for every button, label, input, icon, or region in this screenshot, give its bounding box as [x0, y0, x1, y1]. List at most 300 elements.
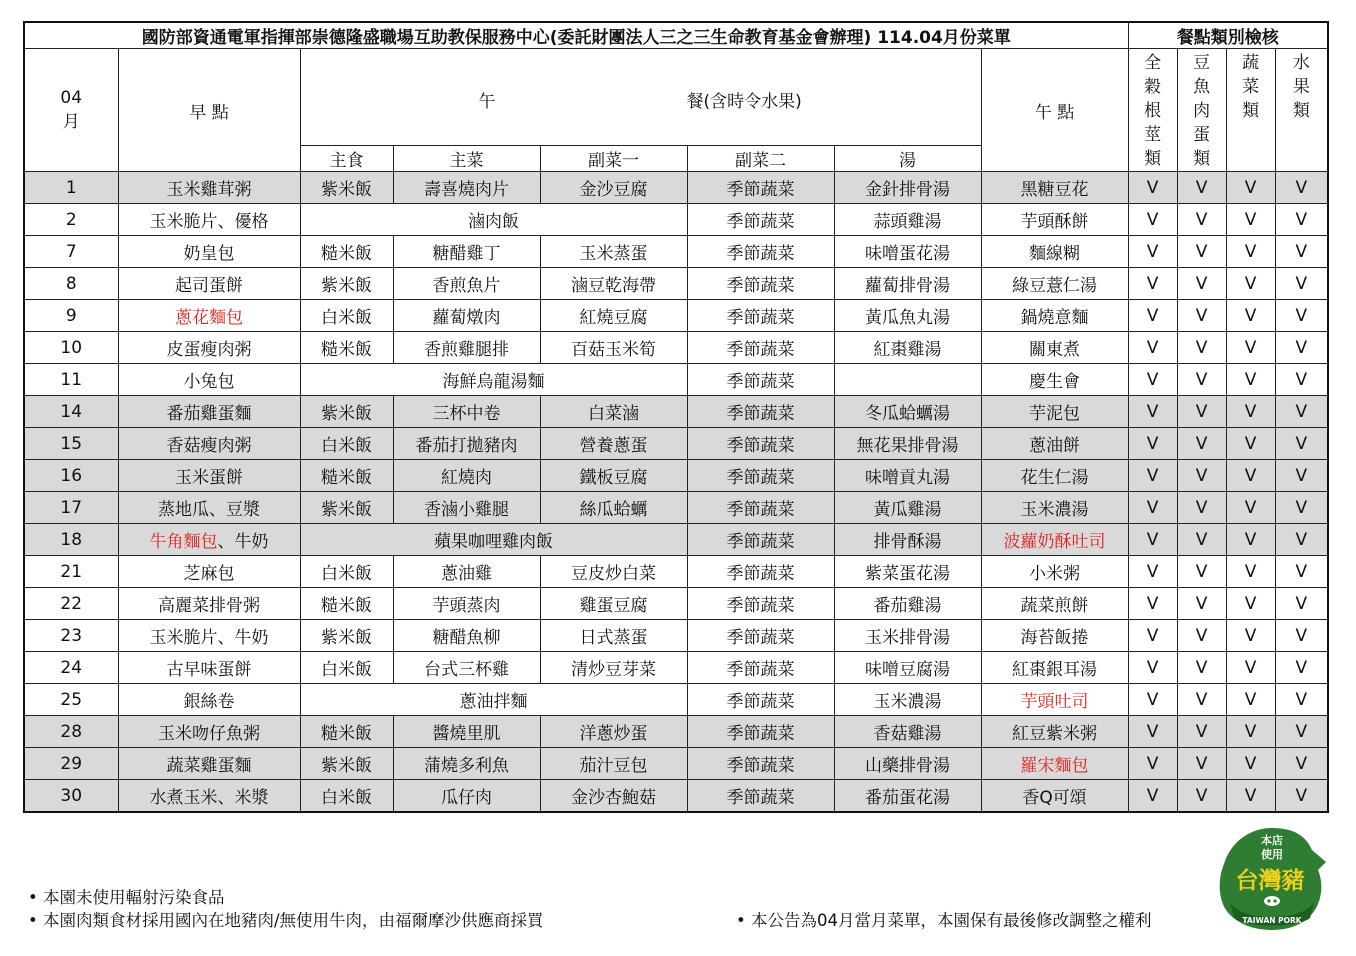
check-fruit: V: [1275, 492, 1328, 524]
afternoon-snack-cell: [981, 172, 1128, 204]
day-cell: 29: [24, 748, 118, 780]
side2-cell: 季節蔬菜: [687, 780, 834, 813]
side1-cell: 百菇玉米筍: [540, 332, 687, 364]
staple-cell: 白米飯: [300, 780, 393, 813]
breakfast-cell: [118, 620, 300, 652]
snack-item: 芋頭吐司: [1020, 692, 1089, 712]
check-vegetable: V: [1226, 588, 1275, 620]
check-fruit: V: [1275, 364, 1328, 396]
side2-cell: 季節蔬菜: [687, 428, 834, 460]
snack-item: 關東煮: [1029, 340, 1081, 360]
lunch-header-left: 午: [478, 92, 496, 112]
taiwan-pork-logo: [1214, 822, 1330, 934]
check-vegetable: V: [1226, 492, 1275, 524]
soup-cell: 金針排骨湯: [834, 172, 981, 204]
side1-cell: 茄汁豆包: [540, 748, 687, 780]
menu-row: [24, 460, 1328, 492]
menu-row: [24, 588, 1328, 620]
date-header: [24, 49, 118, 172]
check-vegetable: V: [1226, 556, 1275, 588]
check-vegetable: V: [1226, 620, 1275, 652]
check-vegetable: V: [1226, 172, 1275, 204]
breakfast-item: 蔥花麵包: [175, 308, 243, 328]
combined-lunch-cell: 海鮮烏龍湯麵: [300, 364, 687, 396]
check-grain: V: [1128, 652, 1177, 684]
soup-cell: 蘿蔔排骨湯: [834, 268, 981, 300]
day-cell: 24: [24, 652, 118, 684]
afternoon-snack-cell: [981, 268, 1128, 300]
menu-row: [24, 204, 1328, 236]
check-vegetable: V: [1226, 748, 1275, 780]
combined-lunch-cell: 蘋果咖哩雞肉飯: [300, 524, 687, 556]
staple-cell: 紫米飯: [300, 748, 393, 780]
side2-cell: 季節蔬菜: [687, 364, 834, 396]
menu-row: [24, 556, 1328, 588]
side1-cell: 雞蛋豆腐: [540, 588, 687, 620]
snack-item: 蔥油餅: [1029, 436, 1081, 456]
check-grain: V: [1128, 364, 1177, 396]
day-cell: 7: [24, 236, 118, 268]
check-vegetable: V: [1226, 268, 1275, 300]
cat2-char: 肉: [1193, 101, 1211, 121]
cat-protein-header: [1177, 49, 1226, 172]
afternoon-snack-cell: [981, 460, 1128, 492]
check-grain: V: [1128, 236, 1177, 268]
soup-cell: 排骨酥湯: [834, 524, 981, 556]
staple-cell: 糙米飯: [300, 716, 393, 748]
menu-row: [24, 428, 1328, 460]
main-dish-cell: 糖醋雞丁: [393, 236, 540, 268]
cat2-char: 魚: [1193, 77, 1211, 97]
main-dish-cell: 壽喜燒肉片: [393, 172, 540, 204]
breakfast-item: 水煮玉米、米漿: [149, 788, 269, 808]
breakfast-cell: [118, 236, 300, 268]
side1-cell: 金沙豆腐: [540, 172, 687, 204]
day-cell: 10: [24, 332, 118, 364]
afternoon-snack-cell: [981, 716, 1128, 748]
snack-item: 花生仁湯: [1020, 468, 1089, 488]
day-cell: 9: [24, 300, 118, 332]
breakfast-cell: [118, 460, 300, 492]
check-protein: V: [1177, 428, 1226, 460]
breakfast-item: 蔬菜雞蛋麵: [166, 756, 252, 776]
check-fruit: V: [1275, 204, 1328, 236]
check-protein: V: [1177, 332, 1226, 364]
soup-cell: 味噌貢丸湯: [834, 460, 981, 492]
breakfast-item: 香菇瘦肉粥: [166, 436, 252, 456]
check-protein: V: [1177, 524, 1226, 556]
snack-item: 紅棗銀耳湯: [1012, 660, 1098, 680]
check-protein: V: [1177, 780, 1226, 813]
logo-nostril-right: [1273, 899, 1276, 902]
menu-row: [24, 332, 1328, 364]
footer-note-rights: • 本公告為04月當月菜單，本園保有最後修改調整之權利: [736, 911, 1152, 930]
check-protein: V: [1177, 716, 1226, 748]
soup-cell: [834, 364, 981, 396]
check-vegetable: V: [1226, 460, 1275, 492]
afternoon-snack-cell: [981, 364, 1128, 396]
side2-cell: 季節蔬菜: [687, 332, 834, 364]
afternoon-snack-cell: [981, 588, 1128, 620]
footer-note-meat: • 本園肉類食材採用國內在地豬肉/無使用牛肉，由福爾摩沙供應商採買: [28, 911, 544, 930]
check-grain: V: [1128, 396, 1177, 428]
cat1-char: 類: [1144, 149, 1162, 169]
check-vegetable: V: [1226, 652, 1275, 684]
menu-row: [24, 172, 1328, 204]
side2-header: 副菜二: [687, 145, 834, 171]
check-protein: V: [1177, 620, 1226, 652]
check-fruit: V: [1275, 684, 1328, 716]
soup-cell: 黃瓜雞湯: [834, 492, 981, 524]
breakfast-item: 蒸地瓜、豆漿: [158, 500, 260, 520]
side2-cell: 季節蔬菜: [687, 460, 834, 492]
snack-item: 綠豆薏仁湯: [1012, 276, 1098, 296]
check-grain: V: [1128, 492, 1177, 524]
side2-cell: 季節蔬菜: [687, 588, 834, 620]
check-fruit: V: [1275, 236, 1328, 268]
staple-cell: 糙米飯: [300, 588, 393, 620]
side2-cell: 季節蔬菜: [687, 716, 834, 748]
staple-cell: 糙米飯: [300, 236, 393, 268]
staple-cell: 糙米飯: [300, 332, 393, 364]
breakfast-item: 芝麻包: [183, 564, 235, 584]
soup-cell: 山藥排骨湯: [834, 748, 981, 780]
menu-row: [24, 748, 1328, 780]
check-vegetable: V: [1226, 204, 1275, 236]
date-header-bottom: 月: [62, 112, 80, 132]
staple-cell: 紫米飯: [300, 620, 393, 652]
footer-notes: [28, 886, 544, 932]
breakfast-cell: [118, 204, 300, 236]
check-fruit: V: [1275, 460, 1328, 492]
cat4-char: 水: [1292, 53, 1310, 73]
menu-row: [24, 268, 1328, 300]
check-protein: V: [1177, 172, 1226, 204]
cat2-char: 豆: [1193, 53, 1211, 73]
breakfast-cell: [118, 588, 300, 620]
side1-cell: 日式蒸蛋: [540, 620, 687, 652]
day-cell: 14: [24, 396, 118, 428]
check-grain: V: [1128, 588, 1177, 620]
snack-item: 海苔飯捲: [1020, 628, 1089, 648]
breakfast-item: 番茄雞蛋麵: [166, 404, 252, 424]
breakfast-cell: [118, 556, 300, 588]
breakfast-cell: [118, 428, 300, 460]
breakfast-cell: [118, 172, 300, 204]
check-grain: V: [1128, 428, 1177, 460]
afternoon-snack-cell: [981, 524, 1128, 556]
afternoon-snack-cell: [981, 332, 1128, 364]
check-fruit: V: [1275, 716, 1328, 748]
snack-item: 紅豆紫米粥: [1012, 724, 1098, 744]
side2-cell: 季節蔬菜: [687, 556, 834, 588]
breakfast-cell: [118, 524, 300, 556]
cat3-char: 類: [1242, 101, 1260, 121]
logo-text-line1: 本店: [1261, 834, 1283, 847]
soup-cell: 紅棗雞湯: [834, 332, 981, 364]
main-dish-cell: 醬燒里肌: [393, 716, 540, 748]
breakfast-header: 早 點: [118, 49, 300, 172]
side2-cell: 季節蔬菜: [687, 172, 834, 204]
day-cell: 21: [24, 556, 118, 588]
check-vegetable: V: [1226, 300, 1275, 332]
snack-item: 芋泥包: [1029, 404, 1081, 424]
cat4-char: 類: [1292, 101, 1310, 121]
check-fruit: V: [1275, 620, 1328, 652]
check-fruit: V: [1275, 332, 1328, 364]
side1-header: 副菜一: [540, 145, 687, 171]
check-protein: V: [1177, 684, 1226, 716]
check-grain: V: [1128, 524, 1177, 556]
cat1-char: 穀: [1144, 77, 1162, 97]
snack-item: 鍋燒意麵: [1020, 308, 1089, 328]
staple-header: 主食: [300, 145, 393, 171]
breakfast-cell: [118, 300, 300, 332]
staple-cell: 白米飯: [300, 556, 393, 588]
day-cell: 2: [24, 204, 118, 236]
breakfast-cell: [118, 780, 300, 813]
combined-lunch-cell: 滷肉飯: [300, 204, 687, 236]
day-cell: 15: [24, 428, 118, 460]
afternoon-snack-cell: [981, 492, 1128, 524]
check-vegetable: V: [1226, 396, 1275, 428]
snack-item: 黑糖豆花: [1020, 180, 1089, 200]
check-protein: V: [1177, 460, 1226, 492]
breakfast-item: 玉米蛋餅: [175, 468, 243, 488]
afternoon-snack-cell: [981, 748, 1128, 780]
cat1-char: 全: [1144, 53, 1162, 73]
snack-item: 芋頭酥餅: [1020, 212, 1089, 232]
breakfast-cell: [118, 332, 300, 364]
check-vegetable: V: [1226, 716, 1275, 748]
cat2-char: 類: [1193, 149, 1211, 169]
side2-cell: 季節蔬菜: [687, 204, 834, 236]
check-vegetable: V: [1226, 428, 1275, 460]
breakfast-item: 玉米脆片、牛奶: [149, 628, 269, 648]
staple-cell: 紫米飯: [300, 268, 393, 300]
check-vegetable: V: [1226, 236, 1275, 268]
breakfast-cell: [118, 716, 300, 748]
check-fruit: V: [1275, 268, 1328, 300]
afternoon-snack-cell: [981, 556, 1128, 588]
afternoon-snack-cell: [981, 300, 1128, 332]
check-protein: V: [1177, 268, 1226, 300]
side1-cell: 豆皮炒白菜: [540, 556, 687, 588]
cat4-char: 果: [1292, 77, 1310, 97]
side1-cell: 玉米蒸蛋: [540, 236, 687, 268]
side1-cell: 絲瓜蛤蠣: [540, 492, 687, 524]
main-dish-cell: 三杯中卷: [393, 396, 540, 428]
staple-cell: 白米飯: [300, 428, 393, 460]
check-protein: V: [1177, 204, 1226, 236]
staple-cell: 紫米飯: [300, 396, 393, 428]
check-grain: V: [1128, 332, 1177, 364]
check-protein: V: [1177, 396, 1226, 428]
side2-cell: 季節蔬菜: [687, 684, 834, 716]
check-grain: V: [1128, 748, 1177, 780]
soup-cell: 香菇雞湯: [834, 716, 981, 748]
logo-snout-icon: [1264, 896, 1280, 906]
side1-cell: 金沙杏鮑菇: [540, 780, 687, 813]
menu-row: [24, 236, 1328, 268]
afternoon-snack-cell: [981, 236, 1128, 268]
check-protein: V: [1177, 492, 1226, 524]
day-cell: 1: [24, 172, 118, 204]
check-fruit: V: [1275, 524, 1328, 556]
staple-cell: 紫米飯: [300, 492, 393, 524]
check-title: 餐點類別檢核: [1128, 22, 1328, 49]
menu-row: [24, 364, 1328, 396]
day-cell: 22: [24, 588, 118, 620]
menu-row: [24, 300, 1328, 332]
check-vegetable: V: [1226, 780, 1275, 813]
menu-row: [24, 396, 1328, 428]
side1-cell: 營養蔥蛋: [540, 428, 687, 460]
soup-cell: 紫菜蛋花湯: [834, 556, 981, 588]
menu-row: [24, 524, 1328, 556]
snack-item: 波蘿奶酥吐司: [1003, 532, 1106, 552]
side2-cell: 季節蔬菜: [687, 236, 834, 268]
side1-cell: 清炒豆芽菜: [540, 652, 687, 684]
day-cell: 11: [24, 364, 118, 396]
main-dish-cell: 紅燒肉: [393, 460, 540, 492]
menu-row: [24, 716, 1328, 748]
soup-cell: 蒜頭雞湯: [834, 204, 981, 236]
day-cell: 17: [24, 492, 118, 524]
afternoon-snack-cell: [981, 780, 1128, 813]
main-dish-header: 主菜: [393, 145, 540, 171]
cat2-char: 蛋: [1193, 125, 1211, 145]
snack-item: 玉米濃湯: [1020, 500, 1089, 520]
afternoon-snack-cell: [981, 620, 1128, 652]
check-fruit: V: [1275, 588, 1328, 620]
staple-cell: 糙米飯: [300, 460, 393, 492]
soup-header: 湯: [834, 145, 981, 171]
main-dish-cell: 香滷小雞腿: [393, 492, 540, 524]
main-dish-cell: 台式三杯雞: [393, 652, 540, 684]
breakfast-item: 古早味蛋餅: [166, 660, 252, 680]
menu-row: [24, 620, 1328, 652]
check-vegetable: V: [1226, 524, 1275, 556]
staple-cell: 白米飯: [300, 300, 393, 332]
menu-row: [24, 652, 1328, 684]
check-grain: V: [1128, 780, 1177, 813]
afternoon-header: 午 點: [981, 49, 1128, 172]
logo-text-line2: 使用: [1261, 848, 1283, 861]
check-grain: V: [1128, 716, 1177, 748]
menu-row: [24, 780, 1328, 813]
soup-cell: 黃瓜魚丸湯: [834, 300, 981, 332]
soup-cell: 味噌蛋花湯: [834, 236, 981, 268]
side2-cell: 季節蔬菜: [687, 620, 834, 652]
breakfast-cell: [118, 652, 300, 684]
check-fruit: V: [1275, 748, 1328, 780]
check-fruit: V: [1275, 172, 1328, 204]
snack-item: 蔬菜煎餅: [1020, 596, 1089, 616]
snack-item: 羅宋麵包: [1020, 756, 1089, 776]
check-grain: V: [1128, 268, 1177, 300]
breakfast-cell: [118, 684, 300, 716]
check-fruit: V: [1275, 556, 1328, 588]
check-grain: V: [1128, 684, 1177, 716]
breakfast-item: 起司蛋餅: [175, 276, 243, 296]
soup-cell: 無花果排骨湯: [834, 428, 981, 460]
soup-cell: 番茄雞湯: [834, 588, 981, 620]
menu-table: [23, 21, 1329, 813]
day-cell: 18: [24, 524, 118, 556]
side2-cell: 季節蔬菜: [687, 492, 834, 524]
main-dish-cell: 蔥油雞: [393, 556, 540, 588]
breakfast-item: 牛角麵包: [149, 532, 218, 552]
lunch-header: [300, 49, 981, 146]
check-grain: V: [1128, 300, 1177, 332]
check-protein: V: [1177, 300, 1226, 332]
logo-nostril-left: [1267, 899, 1270, 902]
check-fruit: V: [1275, 780, 1328, 813]
main-dish-cell: 瓜仔肉: [393, 780, 540, 813]
breakfast-item: 高麗菜排骨粥: [158, 596, 260, 616]
breakfast-item: 小兔包: [183, 372, 235, 392]
soup-cell: 味噌豆腐湯: [834, 652, 981, 684]
afternoon-snack-cell: [981, 684, 1128, 716]
breakfast-cell: [118, 268, 300, 300]
day-cell: 8: [24, 268, 118, 300]
check-protein: V: [1177, 556, 1226, 588]
snack-item: 麵線糊: [1029, 244, 1081, 264]
side1-cell: 鐵板豆腐: [540, 460, 687, 492]
side2-cell: 季節蔬菜: [687, 652, 834, 684]
check-vegetable: V: [1226, 684, 1275, 716]
cat1-char: 莖: [1144, 125, 1162, 145]
main-dish-cell: 蘿蔔燉肉: [393, 300, 540, 332]
footer-note-radiation: • 本園未使用輻射污染食品: [28, 888, 225, 907]
side1-cell: 洋蔥炒蛋: [540, 716, 687, 748]
check-grain: V: [1128, 460, 1177, 492]
breakfast-item: 、牛奶: [217, 532, 269, 552]
main-dish-cell: 蒲燒多利魚: [393, 748, 540, 780]
check-fruit: V: [1275, 396, 1328, 428]
check-grain: V: [1128, 556, 1177, 588]
soup-cell: 番茄蛋花湯: [834, 780, 981, 813]
afternoon-snack-cell: [981, 428, 1128, 460]
check-fruit: V: [1275, 428, 1328, 460]
check-grain: V: [1128, 620, 1177, 652]
breakfast-item: 玉米脆片、優格: [149, 212, 269, 232]
check-fruit: V: [1275, 300, 1328, 332]
main-dish-cell: 香煎魚片: [393, 268, 540, 300]
staple-cell: 紫米飯: [300, 172, 393, 204]
day-cell: 23: [24, 620, 118, 652]
check-vegetable: V: [1226, 332, 1275, 364]
menu-row: [24, 492, 1328, 524]
side2-cell: 季節蔬菜: [687, 524, 834, 556]
side2-cell: 季節蔬菜: [687, 748, 834, 780]
main-dish-cell: 芋頭蒸肉: [393, 588, 540, 620]
side2-cell: 季節蔬菜: [687, 396, 834, 428]
cat3-char: 蔬: [1242, 53, 1260, 73]
side2-cell: 季節蔬菜: [687, 268, 834, 300]
side1-cell: 白菜滷: [540, 396, 687, 428]
soup-cell: 玉米排骨湯: [834, 620, 981, 652]
side1-cell: 滷豆乾海帶: [540, 268, 687, 300]
cat-vegetable-header: [1226, 49, 1275, 172]
afternoon-snack-cell: [981, 652, 1128, 684]
soup-cell: 玉米濃湯: [834, 684, 981, 716]
side1-cell: 紅燒豆腐: [540, 300, 687, 332]
snack-item: 香Q可頌: [1022, 788, 1087, 808]
cat-fruit-header: [1275, 49, 1328, 172]
cat-grain-header: [1128, 49, 1177, 172]
